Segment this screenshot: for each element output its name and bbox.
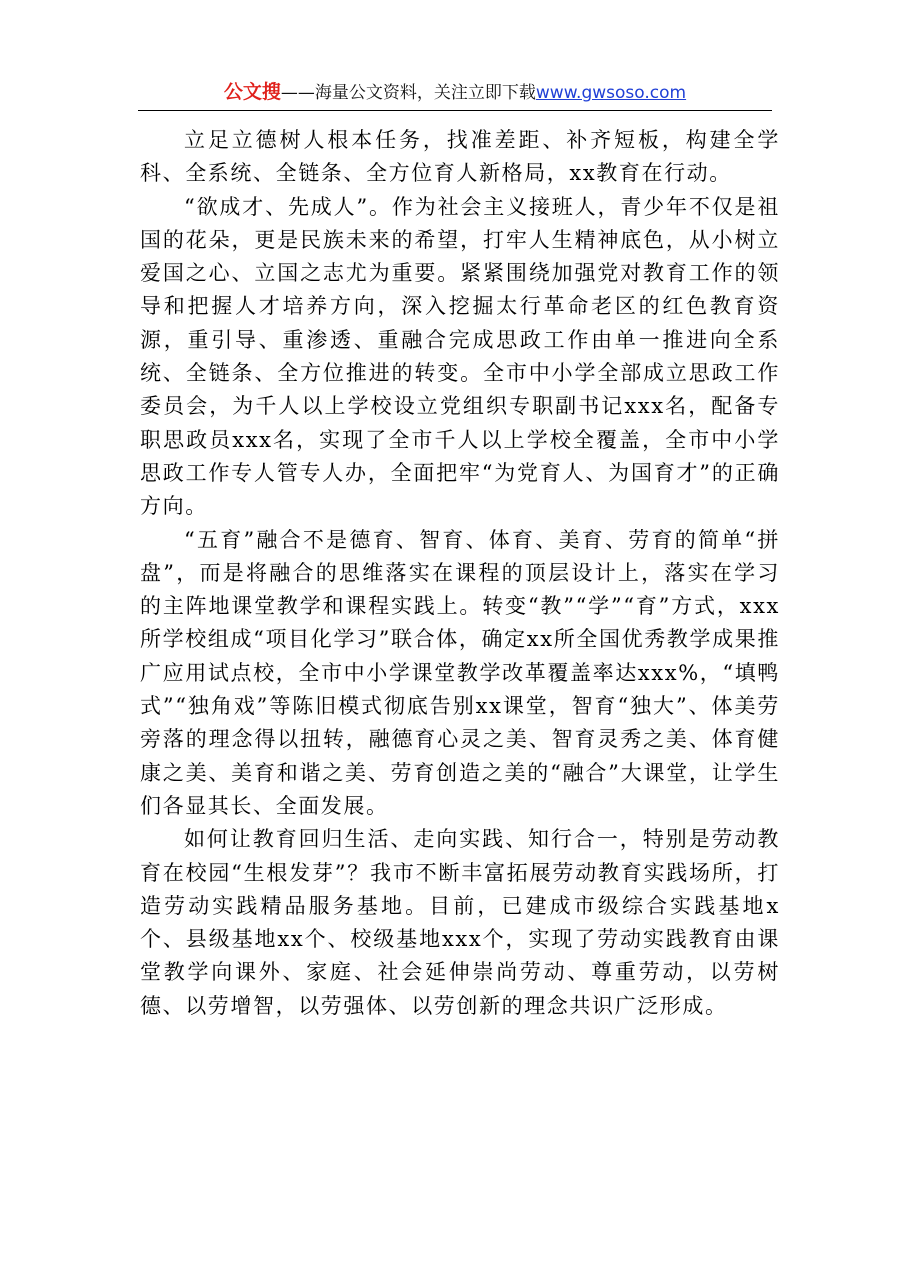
page-header <box>138 78 772 111</box>
document-body <box>140 124 780 1023</box>
paragraph-1: 立足立德树人根本任务，找准差距、补齐短板，构建全学科、全系统、全链条、全方位育人新格局，xx教育在行动。 <box>140 128 780 186</box>
paragraph-4: 如何让教育回归生活、走向实践、知行合一，特别是劳动教育在校园“生根发芽”？我市不断丰富拓展劳动教育实践场所，打造劳动实践精品服务基地。目前，已建成市级综合实践基地x个、县级基地xx个、校级基地xxx个，实现了劳动实践教育由课堂教学向课外、家庭、社会延伸崇尚劳动、尊重劳动，以劳树德、以劳增智，以劳强体、以劳创新的理念共识广泛形成。 <box>140 827 780 1018</box>
paragraph-2: “欲成才、先成人”。作为社会主义接班人，青少年不仅是祖国的花朵，更是民族未来的希望，打牢人生精神底色，从小树立爱国之心、立国之志尤为重要。紧紧围绕加强党对教育工作的领导和把握人才培养方向，深入挖掘太行革命老区的红色教育资源，重引导、重渗透、重融合完成思政工作由单一推进向全系统、全链条、全方位推进的转变。全市中小学全部成立思政工作委员会，为千人以上学校设立党组织专职副书记xxx名，配备专职思政员xxx名，实现了全市千人以上学校全覆盖，全市中小学思政工作专人管专人办，全面把牢“为党育人、为国育才”的正确方向。 <box>140 194 780 519</box>
site-link[interactable]: www.gwsoso.com <box>535 83 687 103</box>
brand-name: 公文搜 <box>223 81 281 103</box>
paragraph-3: “五育”融合不是德育、智育、体育、美育、劳育的简单“拼盘”，而是将融合的思维落实在课程的顶层设计上，落实在学习的主阵地课堂教学和课程实践上。转变“教”“学”“育”方式，xxx所学校组成“项目化学习”联合体，确定xx所全国优秀教学成果推广应用试点校，全市中小学课堂教学改革覆盖率达xxx%，“填鸭式”“独角戏”等陈旧模式彻底告别xx课堂，智育“独大”、体美劳旁落的理念得以扭转，融德育心灵之美、智育灵秀之美、体育健康之美、美育和谐之美、劳育创造之美的“融合”大课堂，让学生们各显其长、全面发展。 <box>140 527 780 818</box>
header-tagline: ——海量公文资料，关注立即下载 <box>280 83 536 103</box>
